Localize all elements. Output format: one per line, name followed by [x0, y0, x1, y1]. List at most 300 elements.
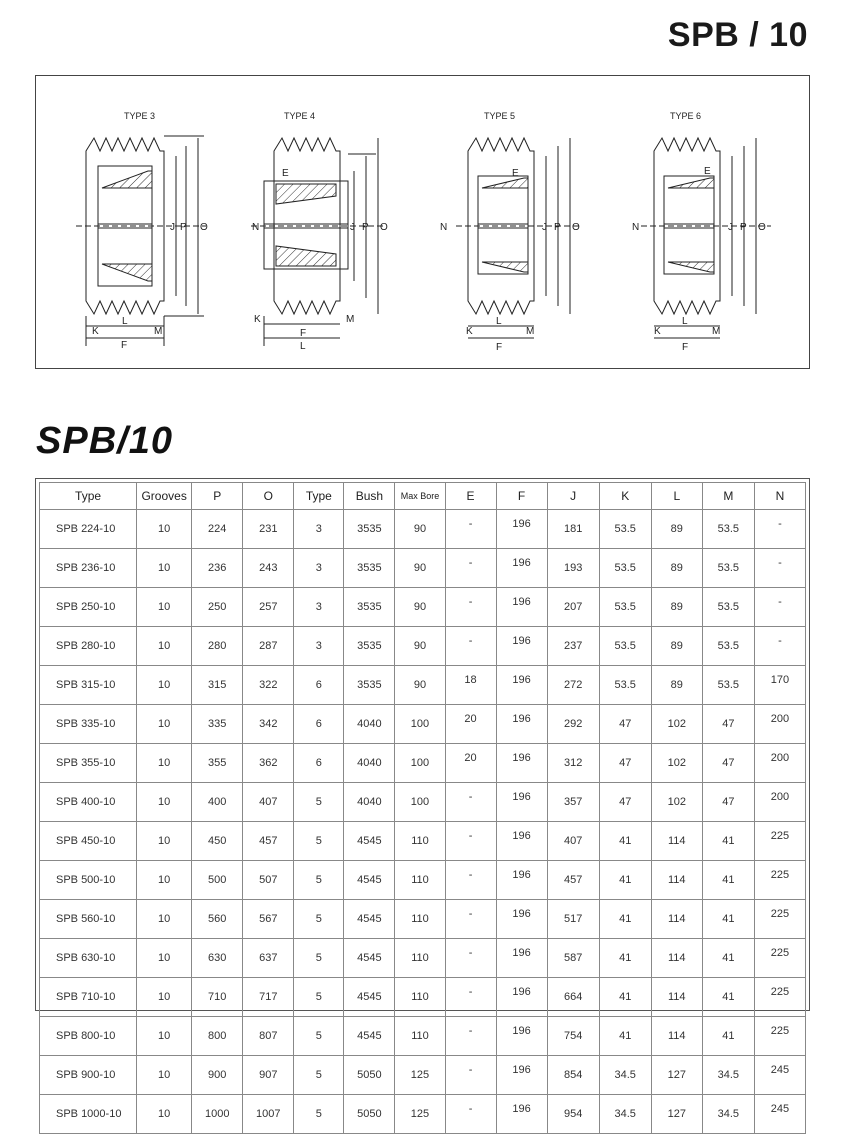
- table-cell: -: [445, 1095, 496, 1134]
- table-cell: 664: [547, 978, 599, 1017]
- table-cell: 322: [243, 666, 294, 705]
- table-cell: 114: [651, 900, 702, 939]
- table-cell: 53.5: [599, 549, 651, 588]
- table-cell: 196: [496, 510, 547, 549]
- dim-l: L: [122, 316, 128, 327]
- table-cell: -: [445, 588, 496, 627]
- table-cell: 362: [243, 744, 294, 783]
- table-cell: 500: [192, 861, 243, 900]
- table-cell: 4040: [344, 744, 395, 783]
- dim-p-6: P: [740, 222, 747, 233]
- table-cell: 125: [395, 1095, 445, 1134]
- table-cell: -: [445, 861, 496, 900]
- table-cell: 10: [137, 1095, 192, 1134]
- table-row: [40, 900, 806, 939]
- table-cell: -: [445, 1017, 496, 1056]
- dim-o: O: [200, 222, 208, 233]
- col-header: O: [243, 483, 294, 510]
- table-row: [40, 744, 806, 783]
- col-header: Bush: [344, 483, 395, 510]
- table-row: [40, 783, 806, 822]
- table-cell: 287: [243, 627, 294, 666]
- col-header: P: [192, 483, 243, 510]
- table-cell: 5: [294, 1056, 344, 1095]
- table-body: [40, 510, 806, 1134]
- table-cell: 89: [651, 627, 702, 666]
- table-cell: -: [445, 549, 496, 588]
- table-row: [40, 822, 806, 861]
- table-header-row: [40, 483, 806, 510]
- col-header: J: [547, 483, 599, 510]
- col-header: Type: [294, 483, 344, 510]
- pulley-diagram-svg: [36, 76, 811, 370]
- table-cell: 10: [137, 510, 192, 549]
- table-cell: 47: [702, 783, 754, 822]
- dim-l-6: L: [682, 316, 688, 327]
- dim-j-4: J: [350, 222, 355, 233]
- type-4-label: TYPE 4: [284, 111, 316, 121]
- table-cell: 53.5: [599, 627, 651, 666]
- table-cell: 907: [243, 1056, 294, 1095]
- table-cell: 225: [754, 900, 805, 939]
- table-cell: 407: [547, 822, 599, 861]
- table-cell: 10: [137, 588, 192, 627]
- table-cell: 807: [243, 1017, 294, 1056]
- dim-m: M: [154, 326, 163, 337]
- table-row: [40, 978, 806, 1017]
- type-cell: SPB 800-10: [40, 1017, 137, 1056]
- dim-l-4: L: [300, 341, 306, 352]
- table-cell: 754: [547, 1017, 599, 1056]
- type-3-label: TYPE 3: [124, 111, 156, 121]
- dim-p-5: P: [554, 222, 561, 233]
- table-cell: 342: [243, 705, 294, 744]
- table-cell: 196: [496, 666, 547, 705]
- table-cell: 587: [547, 939, 599, 978]
- table-cell: -: [445, 1056, 496, 1095]
- col-header: N: [754, 483, 805, 510]
- table-row: [40, 861, 806, 900]
- table-cell: 6: [294, 744, 344, 783]
- table-cell: 6: [294, 666, 344, 705]
- table-cell: 1000: [192, 1095, 243, 1134]
- type-cell: SPB 335-10: [40, 705, 137, 744]
- table-cell: 89: [651, 666, 702, 705]
- table-cell: 457: [243, 822, 294, 861]
- table-cell: 89: [651, 510, 702, 549]
- dim-k-5: K: [466, 326, 473, 337]
- table-cell: 41: [702, 978, 754, 1017]
- table-cell: 100: [395, 705, 445, 744]
- dim-o-5: O: [572, 222, 580, 233]
- table-cell: 41: [702, 939, 754, 978]
- table-cell: 6: [294, 705, 344, 744]
- table-cell: -: [445, 978, 496, 1017]
- table-cell: 3535: [344, 666, 395, 705]
- table-cell: 100: [395, 744, 445, 783]
- dim-f: F: [121, 340, 128, 351]
- table-cell: 114: [651, 978, 702, 1017]
- table-cell: 10: [137, 705, 192, 744]
- table-cell: 5: [294, 783, 344, 822]
- table-cell: 53.5: [702, 549, 754, 588]
- table-cell: 10: [137, 978, 192, 1017]
- table-cell: 355: [192, 744, 243, 783]
- dim-o-6: O: [758, 222, 766, 233]
- table-cell: 53.5: [702, 627, 754, 666]
- type-cell: SPB 355-10: [40, 744, 137, 783]
- table-cell: 53.5: [599, 666, 651, 705]
- type-cell: SPB 315-10: [40, 666, 137, 705]
- table-cell: 170: [754, 666, 805, 705]
- table-cell: 196: [496, 1056, 547, 1095]
- table-cell: 3535: [344, 549, 395, 588]
- table-cell: 630: [192, 939, 243, 978]
- table-cell: 102: [651, 783, 702, 822]
- table-cell: 5: [294, 1017, 344, 1056]
- section-title: SPB/10: [36, 420, 173, 462]
- table-cell: 20: [445, 744, 496, 783]
- table-cell: 900: [192, 1056, 243, 1095]
- table-cell: 41: [599, 978, 651, 1017]
- table-cell: 90: [395, 549, 445, 588]
- table-cell: 10: [137, 549, 192, 588]
- dim-m-5: M: [526, 326, 535, 337]
- table-row: [40, 666, 806, 705]
- table-cell: 4545: [344, 861, 395, 900]
- table-cell: 10: [137, 1056, 192, 1095]
- table-cell: 193: [547, 549, 599, 588]
- table-cell: 257: [243, 588, 294, 627]
- table-cell: 41: [702, 861, 754, 900]
- table-cell: 3535: [344, 510, 395, 549]
- table-cell: 507: [243, 861, 294, 900]
- table-cell: 225: [754, 861, 805, 900]
- table-cell: 47: [599, 783, 651, 822]
- table-cell: 517: [547, 900, 599, 939]
- type-cell: SPB 630-10: [40, 939, 137, 978]
- table-cell: 637: [243, 939, 294, 978]
- spec-table: [39, 482, 806, 1134]
- table-cell: 5: [294, 861, 344, 900]
- table-cell: 102: [651, 705, 702, 744]
- table-cell: 47: [599, 744, 651, 783]
- spec-table-frame: [35, 478, 810, 1120]
- table-cell: 10: [137, 783, 192, 822]
- table-cell: 237: [547, 627, 599, 666]
- type-cell: SPB 224-10: [40, 510, 137, 549]
- dim-n-4: N: [252, 222, 260, 233]
- table-cell: 47: [702, 705, 754, 744]
- table-cell: 53.5: [702, 666, 754, 705]
- pulley-diagrams: [35, 75, 810, 369]
- table-cell: 127: [651, 1056, 702, 1095]
- type-5-label: TYPE 5: [484, 111, 516, 121]
- type-cell: SPB 900-10: [40, 1056, 137, 1095]
- table-cell: 41: [599, 1017, 651, 1056]
- table-cell: 10: [137, 744, 192, 783]
- table-cell: 717: [243, 978, 294, 1017]
- table-cell: 4040: [344, 705, 395, 744]
- table-cell: 10: [137, 939, 192, 978]
- dim-k-4: K: [254, 314, 261, 325]
- table-cell: 800: [192, 1017, 243, 1056]
- table-cell: -: [445, 783, 496, 822]
- table-cell: 5050: [344, 1095, 395, 1134]
- table-cell: 3535: [344, 627, 395, 666]
- table-cell: 5050: [344, 1056, 395, 1095]
- table-cell: 5: [294, 822, 344, 861]
- table-cell: 250: [192, 588, 243, 627]
- table-cell: 567: [243, 900, 294, 939]
- table-cell: -: [445, 627, 496, 666]
- table-cell: 90: [395, 627, 445, 666]
- table-cell: 236: [192, 549, 243, 588]
- table-row: [40, 939, 806, 978]
- table-cell: 196: [496, 900, 547, 939]
- table-cell: 18: [445, 666, 496, 705]
- table-cell: 196: [496, 588, 547, 627]
- table-cell: 3535: [344, 588, 395, 627]
- type-cell: SPB 450-10: [40, 822, 137, 861]
- table-cell: 4545: [344, 822, 395, 861]
- type-cell: SPB 710-10: [40, 978, 137, 1017]
- table-cell: 110: [395, 1017, 445, 1056]
- type-cell: SPB 560-10: [40, 900, 137, 939]
- table-cell: -: [445, 900, 496, 939]
- table-cell: -: [445, 939, 496, 978]
- table-cell: 10: [137, 666, 192, 705]
- table-cell: 47: [702, 744, 754, 783]
- table-cell: 53.5: [599, 588, 651, 627]
- dim-f-6: F: [682, 342, 689, 353]
- table-cell: 335: [192, 705, 243, 744]
- table-cell: 10: [137, 822, 192, 861]
- dim-j: J: [170, 222, 175, 233]
- table-cell: 90: [395, 510, 445, 549]
- col-header: L: [651, 483, 702, 510]
- table-cell: 90: [395, 666, 445, 705]
- table-cell: 110: [395, 900, 445, 939]
- table-cell: 272: [547, 666, 599, 705]
- table-row: [40, 705, 806, 744]
- type-cell: SPB 1000-10: [40, 1095, 137, 1134]
- table-cell: 114: [651, 861, 702, 900]
- table-cell: 400: [192, 783, 243, 822]
- table-cell: 41: [702, 822, 754, 861]
- table-cell: 4545: [344, 900, 395, 939]
- table-cell: 196: [496, 822, 547, 861]
- type-6-label: TYPE 6: [670, 111, 702, 121]
- page-title: SPB / 10: [667, 16, 808, 54]
- table-cell: 207: [547, 588, 599, 627]
- table-cell: 3: [294, 627, 344, 666]
- table-row: [40, 1056, 806, 1095]
- dim-j-6: J: [728, 222, 733, 233]
- table-cell: 41: [599, 939, 651, 978]
- table-row: [40, 510, 806, 549]
- table-cell: 5: [294, 978, 344, 1017]
- table-cell: 245: [754, 1056, 805, 1095]
- table-cell: 196: [496, 744, 547, 783]
- table-cell: 407: [243, 783, 294, 822]
- table-cell: 315: [192, 666, 243, 705]
- table-cell: 560: [192, 900, 243, 939]
- table-cell: -: [445, 822, 496, 861]
- table-cell: 100: [395, 783, 445, 822]
- dim-k: K: [92, 326, 99, 337]
- table-cell: 196: [496, 705, 547, 744]
- table-cell: 196: [496, 978, 547, 1017]
- dim-l-5: L: [496, 316, 502, 327]
- table-cell: 102: [651, 744, 702, 783]
- table-row: [40, 1017, 806, 1056]
- type-cell: SPB 400-10: [40, 783, 137, 822]
- table-cell: 4040: [344, 783, 395, 822]
- table-cell: 41: [599, 861, 651, 900]
- type-4-drawing: [251, 138, 386, 346]
- table-row: [40, 1095, 806, 1134]
- table-cell: 245: [754, 1095, 805, 1134]
- table-cell: 41: [599, 900, 651, 939]
- col-header: Max Bore: [395, 483, 445, 510]
- table-cell: 196: [496, 1095, 547, 1134]
- table-cell: 5: [294, 939, 344, 978]
- table-cell: 854: [547, 1056, 599, 1095]
- table-cell: 114: [651, 939, 702, 978]
- table-cell: 89: [651, 588, 702, 627]
- table-cell: 10: [137, 1017, 192, 1056]
- dim-j-5: J: [542, 222, 547, 233]
- table-cell: 5: [294, 900, 344, 939]
- table-cell: 196: [496, 627, 547, 666]
- table-cell: 4545: [344, 978, 395, 1017]
- dim-m-6: M: [712, 326, 721, 337]
- type-cell: SPB 500-10: [40, 861, 137, 900]
- table-cell: 357: [547, 783, 599, 822]
- table-row: [40, 549, 806, 588]
- col-header: K: [599, 483, 651, 510]
- col-header: F: [496, 483, 547, 510]
- table-cell: 34.5: [599, 1095, 651, 1134]
- dim-m-4: M: [346, 314, 355, 325]
- type-cell: SPB 250-10: [40, 588, 137, 627]
- type-3-drawing: [76, 136, 206, 346]
- table-cell: -: [754, 549, 805, 588]
- table-cell: 10: [137, 861, 192, 900]
- table-cell: 243: [243, 549, 294, 588]
- table-cell: 200: [754, 783, 805, 822]
- table-cell: 3: [294, 588, 344, 627]
- table-cell: 3: [294, 549, 344, 588]
- table-cell: 224: [192, 510, 243, 549]
- table-cell: 41: [702, 1017, 754, 1056]
- table-cell: 114: [651, 1017, 702, 1056]
- dim-e-5: E: [512, 168, 519, 179]
- table-cell: 710: [192, 978, 243, 1017]
- table-cell: 110: [395, 939, 445, 978]
- table-cell: 41: [702, 900, 754, 939]
- table-cell: 196: [496, 783, 547, 822]
- type-cell: SPB 280-10: [40, 627, 137, 666]
- table-cell: 47: [599, 705, 651, 744]
- table-cell: 10: [137, 627, 192, 666]
- table-cell: -: [754, 510, 805, 549]
- table-cell: 457: [547, 861, 599, 900]
- dim-o-4: O: [380, 222, 388, 233]
- table-cell: 110: [395, 978, 445, 1017]
- table-cell: 196: [496, 939, 547, 978]
- table-cell: 89: [651, 549, 702, 588]
- table-cell: 34.5: [599, 1056, 651, 1095]
- table-cell: 200: [754, 744, 805, 783]
- table-cell: 292: [547, 705, 599, 744]
- col-header: E: [445, 483, 496, 510]
- table-cell: 181: [547, 510, 599, 549]
- dim-k-6: K: [654, 326, 661, 337]
- table-row: [40, 627, 806, 666]
- table-cell: 225: [754, 939, 805, 978]
- table-cell: 4545: [344, 1017, 395, 1056]
- table-cell: 53.5: [702, 510, 754, 549]
- table-cell: 225: [754, 1017, 805, 1056]
- table-cell: 110: [395, 822, 445, 861]
- table-cell: 10: [137, 900, 192, 939]
- col-header: M: [702, 483, 754, 510]
- col-header: Grooves: [137, 483, 192, 510]
- table-cell: 114: [651, 822, 702, 861]
- table-cell: 127: [651, 1095, 702, 1134]
- table-cell: 1007: [243, 1095, 294, 1134]
- table-cell: 200: [754, 705, 805, 744]
- table-cell: 125: [395, 1056, 445, 1095]
- table-cell: -: [445, 510, 496, 549]
- table-cell: 5: [294, 1095, 344, 1134]
- table-cell: 954: [547, 1095, 599, 1134]
- dim-f-4: F: [300, 328, 307, 339]
- table-cell: 90: [395, 588, 445, 627]
- dim-n-6: N: [632, 222, 640, 233]
- type-cell: SPB 236-10: [40, 549, 137, 588]
- table-cell: 450: [192, 822, 243, 861]
- table-row: [40, 588, 806, 627]
- table-cell: 196: [496, 861, 547, 900]
- table-cell: 20: [445, 705, 496, 744]
- table-cell: 53.5: [599, 510, 651, 549]
- dim-p-4: P: [362, 222, 369, 233]
- dim-e-4: E: [282, 168, 289, 179]
- table-cell: 41: [599, 822, 651, 861]
- table-cell: -: [754, 627, 805, 666]
- table-cell: -: [754, 588, 805, 627]
- table-cell: 34.5: [702, 1056, 754, 1095]
- table-cell: 231: [243, 510, 294, 549]
- table-cell: 4545: [344, 939, 395, 978]
- table-cell: 3: [294, 510, 344, 549]
- dim-p: P: [180, 222, 187, 233]
- table-cell: 312: [547, 744, 599, 783]
- dim-e-6: E: [704, 166, 711, 177]
- table-cell: 53.5: [702, 588, 754, 627]
- table-cell: 280: [192, 627, 243, 666]
- table-cell: 196: [496, 549, 547, 588]
- table-cell: 34.5: [702, 1095, 754, 1134]
- table-cell: 110: [395, 861, 445, 900]
- table-cell: 225: [754, 822, 805, 861]
- dim-n-5: N: [440, 222, 448, 233]
- dim-f-5: F: [496, 342, 503, 353]
- table-cell: 225: [754, 978, 805, 1017]
